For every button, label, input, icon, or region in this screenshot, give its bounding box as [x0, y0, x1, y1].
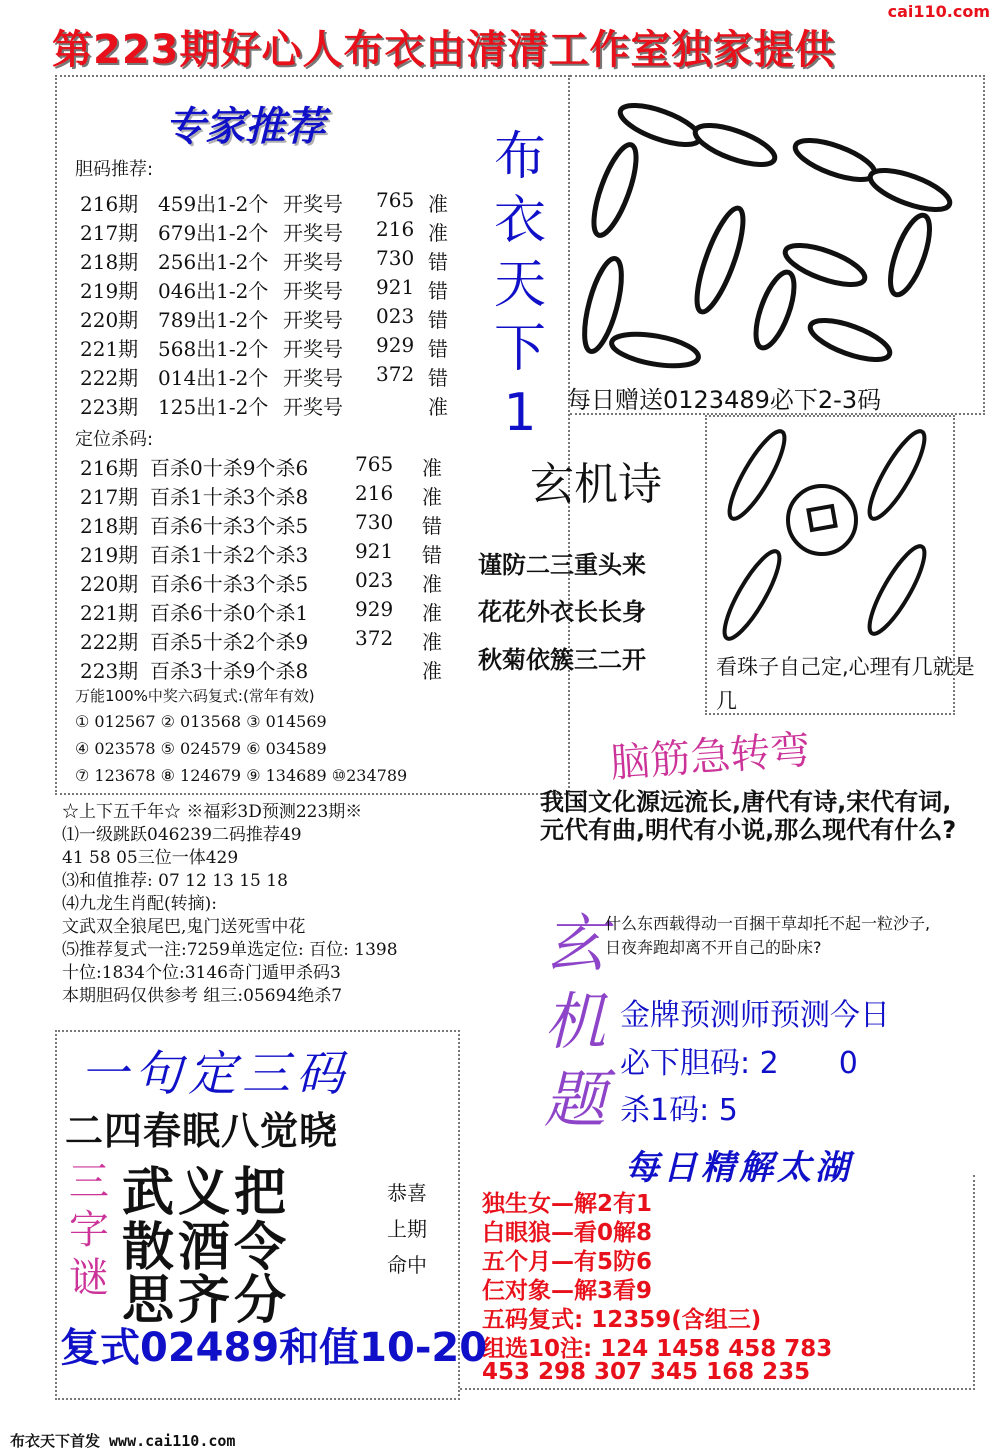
- dan-cell: 929: [376, 333, 415, 357]
- bean-segment: [866, 162, 955, 217]
- one-sentence-phrase: 二四春眠八觉晓: [65, 1109, 339, 1153]
- bean-segment: [806, 312, 895, 367]
- bean-segment: [861, 425, 934, 525]
- buyi-vertical-title: [490, 125, 550, 445]
- kill-cell: 准: [422, 630, 442, 654]
- bean-segment: [748, 268, 802, 353]
- dan-cell: 216期: [80, 192, 139, 216]
- dan-cell: 开奖号: [283, 279, 343, 303]
- dan-cell: 023: [376, 304, 415, 328]
- dan-cell: 218期: [80, 250, 139, 274]
- vert-char: 字: [69, 1207, 109, 1253]
- digits-02-illustration: [575, 80, 970, 380]
- dan-cell: 217期: [80, 221, 139, 245]
- coin-hole: [808, 506, 835, 530]
- kill-cell: 216期: [80, 456, 139, 480]
- kill-cell: 372: [355, 626, 394, 650]
- riddle-word: 思齐分: [122, 1271, 291, 1331]
- kill-cell: 921: [355, 539, 394, 563]
- dan-cell: 216: [376, 217, 415, 241]
- forecast-line: ⑸推荐复式一注:7259单选定位: 百位: 1398: [62, 940, 398, 960]
- dan-cell: 开奖号: [283, 395, 343, 419]
- dan-cell: 730: [376, 246, 415, 270]
- dan-cell: 679出1-2个: [158, 221, 269, 245]
- site-badge[interactable]: cai110.com: [887, 2, 990, 21]
- dan-cell: 开奖号: [283, 250, 343, 274]
- dan-cell: 568出1-2个: [158, 337, 269, 361]
- bean-segment: [721, 425, 794, 525]
- brain-title: 脑筋急转弯: [608, 727, 812, 787]
- daily-line: 五个月—有5防6: [482, 1249, 653, 1275]
- poem-title: 玄机诗: [530, 459, 662, 510]
- dan-cell: 014出1-2个: [158, 366, 269, 390]
- forecast-line: 文武双全狼尾巴,鬼门送死雪中花: [62, 917, 306, 937]
- six-row: ① 012567 ② 013568 ③ 014569: [75, 712, 327, 731]
- bean-segment: [691, 117, 780, 172]
- daily-line: 五码复式: 12359(含组三): [482, 1307, 762, 1333]
- kill-cell: 百杀0十杀9个杀6: [150, 456, 309, 480]
- dan-cell: 046出1-2个: [158, 279, 269, 303]
- forecast-line: ⑶和值推荐: 07 12 13 15 18: [62, 871, 288, 891]
- kill-cell: 准: [422, 485, 442, 509]
- kill-cell: 219期: [80, 543, 139, 567]
- kill-cell: 准: [422, 456, 442, 480]
- predict-line: 杀1码: 5: [620, 1093, 738, 1128]
- vert-char: 玄: [543, 907, 606, 980]
- bean-segment: [716, 545, 789, 645]
- dan-cell: 220期: [80, 308, 139, 332]
- bean-segment: [791, 132, 880, 187]
- kill-cell: 百杀1十杀3个杀8: [150, 485, 309, 509]
- vert-char: 下: [493, 319, 546, 379]
- dan-cell: 错: [428, 279, 448, 303]
- gift-line: 每日赠送0123489必下2-3码: [567, 386, 882, 414]
- dan-cell: 372: [376, 362, 415, 386]
- combo-line: 复式02489和值10-20: [60, 1325, 488, 1371]
- kill-cell: 023: [355, 568, 394, 592]
- vert-char: 1: [503, 383, 537, 443]
- dan-cell: 开奖号: [283, 221, 343, 245]
- kill-cell: 准: [422, 601, 442, 625]
- dan-cell: 错: [428, 366, 448, 390]
- dan-label: 胆码推荐:: [75, 159, 154, 180]
- dan-cell: 222期: [80, 366, 139, 390]
- kill-cell: 765: [355, 452, 394, 476]
- dan-cell: 开奖号: [283, 192, 343, 216]
- dan-cell: 准: [428, 395, 448, 419]
- riddle-word: 散酒令: [122, 1218, 291, 1278]
- dan-cell: 765: [376, 188, 415, 212]
- congrats-line: 上期: [387, 1217, 427, 1241]
- vert-char: 衣: [493, 191, 546, 251]
- kill-cell: 216: [355, 481, 394, 505]
- dan-cell: 开奖号: [283, 308, 343, 332]
- poem-line: 谨防二三重头来: [478, 551, 646, 579]
- congrats-line: 命中: [387, 1253, 427, 1277]
- bean-segment: [585, 140, 644, 240]
- three-char-riddle-label: [65, 1158, 113, 1302]
- kill-cell: 百杀6十杀0个杀1: [150, 601, 309, 625]
- forecast-line: 十位:1834个位:3146奇门遁甲杀码3: [62, 963, 341, 983]
- dan-cell: 错: [428, 337, 448, 361]
- kill-cell: 百杀1十杀2个杀3: [150, 543, 309, 567]
- dan-cell: 准: [428, 221, 448, 245]
- page-title: 第223期好心人布衣由清清工作室独家提供: [52, 27, 836, 73]
- bead-illustration: [712, 420, 952, 645]
- dan-cell: 459出1-2个: [158, 192, 269, 216]
- six-row: ⑦ 123678 ⑧ 124679 ⑨ 134689 ⑩234789: [75, 766, 408, 785]
- kill-cell: 准: [422, 572, 442, 596]
- vert-char: 题: [543, 1063, 606, 1136]
- riddle-text: 什么东西载得动一百捆干草却托不起一粒沙子,日夜奔跑却离不开自己的卧床?: [605, 914, 931, 957]
- bean-segment: [688, 204, 752, 317]
- kill-cell: 错: [422, 514, 442, 538]
- expert-title: 专家推荐: [165, 104, 325, 150]
- congrats-note: [382, 1175, 432, 1283]
- dan-cell: 789出1-2个: [158, 308, 269, 332]
- forecast-line: ☆上下五千年☆ ※福彩3D预测223期※: [62, 802, 363, 822]
- daily-line: 组选10注: 124 1458 458 783: [482, 1336, 833, 1362]
- bean-segment: [882, 211, 937, 300]
- riddle-word: 武义把: [122, 1163, 291, 1223]
- dan-cell: 219期: [80, 279, 139, 303]
- kill-cell: 221期: [80, 601, 139, 625]
- dan-cell: 开奖号: [283, 337, 343, 361]
- kill-cell: 百杀6十杀3个杀5: [150, 514, 309, 538]
- dan-cell: 256出1-2个: [158, 250, 269, 274]
- congrats-line: 恭喜: [387, 1181, 427, 1205]
- brain-text: 我国文化源远流长,唐代有诗,宋代有词,元代有曲,明代有小说,那么现代有什么?: [540, 788, 957, 844]
- dan-cell: 221期: [80, 337, 139, 361]
- dan-cell: 错: [428, 250, 448, 274]
- daily-line: 453 298 307 345 168 235: [482, 1359, 811, 1385]
- vert-char: 天: [493, 255, 546, 315]
- daily-line: 仨对象—解3看9: [482, 1278, 653, 1304]
- kill-cell: 218期: [80, 514, 139, 538]
- poem-line: 花花外衣长长身: [478, 598, 646, 626]
- six-label: 万能100%中奖六码复式:(常年有效): [75, 687, 315, 705]
- kill-label: 定位杀码:: [75, 429, 154, 450]
- dan-cell: 开奖号: [283, 366, 343, 390]
- footer: 布衣天下首发 www.cai110.com: [10, 1432, 236, 1450]
- kill-cell: 错: [422, 543, 442, 567]
- kill-cell: 222期: [80, 630, 139, 654]
- forecast-line: 41 58 05三位一体429: [62, 848, 239, 868]
- one-sentence-title: 一句定三码: [80, 1046, 351, 1102]
- daily-line: 白眼狼—看0解8: [482, 1220, 653, 1246]
- kill-cell: 220期: [80, 572, 139, 596]
- vert-char: 三: [69, 1159, 109, 1205]
- dan-cell: 错: [428, 308, 448, 332]
- kill-cell: 准: [422, 659, 442, 683]
- kill-cell: 730: [355, 510, 394, 534]
- bean-segment: [609, 329, 701, 372]
- daily-line: 独生女—解2有1: [482, 1191, 653, 1217]
- kill-cell: 百杀6十杀3个杀5: [150, 572, 309, 596]
- bean-segment: [861, 540, 934, 640]
- kill-cell: 217期: [80, 485, 139, 509]
- dan-cell: 223期: [80, 395, 139, 419]
- riddle-vertical-title: [540, 905, 610, 1139]
- kill-cell: 929: [355, 597, 394, 621]
- vert-char: 机: [543, 985, 606, 1058]
- vert-char: 谜: [69, 1255, 109, 1301]
- bead-caption: 看珠子自己定,心理有几就是几: [716, 655, 975, 713]
- predict-line: 金牌预测师预测今日: [620, 998, 890, 1033]
- kill-cell: 百杀3十杀9个杀8: [150, 659, 309, 683]
- kill-cell: 223期: [80, 659, 139, 683]
- forecast-line: ⑷九龙生肖配(转摘):: [62, 894, 217, 914]
- dan-cell: 921: [376, 275, 415, 299]
- six-row: ④ 023578 ⑤ 024579 ⑥ 034589: [75, 739, 327, 758]
- dan-cell: 125出1-2个: [158, 395, 269, 419]
- vert-char: 布: [493, 127, 546, 187]
- forecast-line: ⑴一级跳跃046239二码推荐49: [62, 825, 302, 845]
- dan-cell: 准: [428, 192, 448, 216]
- forecast-line: 本期胆码仅供参考 组三:05694绝杀7: [62, 986, 343, 1006]
- poem-line: 秋菊依簇三二开: [478, 646, 646, 674]
- predict-line: 必下胆码: 2 0: [620, 1046, 858, 1081]
- kill-cell: 百杀5十杀2个杀9: [150, 630, 309, 654]
- daily-title: 每日精解太湖: [625, 1148, 853, 1188]
